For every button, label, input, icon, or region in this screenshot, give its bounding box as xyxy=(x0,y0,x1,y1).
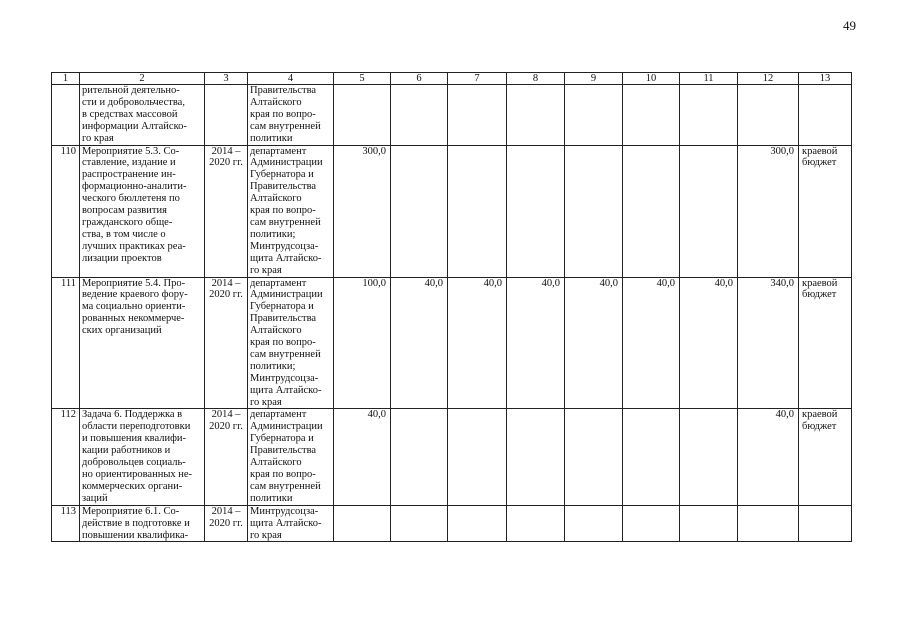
cell-line: го края xyxy=(250,396,282,408)
cell-line: края по вопро- xyxy=(250,337,316,349)
value-cell xyxy=(623,409,680,505)
activity-name-cell xyxy=(80,505,205,542)
value-cell xyxy=(448,505,507,542)
executor-cell xyxy=(248,145,334,277)
cell-line: Мероприятие 5.4. Про- xyxy=(82,277,186,289)
cell-line: 2020 гг. xyxy=(209,421,243,433)
page-number: 49 xyxy=(843,18,856,33)
cell-line: краевой xyxy=(802,277,838,289)
cell-line: повышении квалифика- xyxy=(82,529,189,541)
value-cell xyxy=(391,85,448,146)
cell-line: 2014 – xyxy=(211,277,241,289)
cell-line: Губернатора и xyxy=(250,169,314,181)
cell-line: Губернатора и xyxy=(250,301,314,313)
header-cell: 1 xyxy=(52,73,80,85)
cell-line: Администрации xyxy=(250,421,323,433)
header-cell: 13 xyxy=(799,73,852,85)
period-cell xyxy=(205,145,248,277)
cell-line: политики xyxy=(250,492,293,504)
activity-name-cell xyxy=(80,409,205,505)
cell-line: Алтайского xyxy=(250,96,302,108)
cell-line: 2020 гг. xyxy=(209,289,243,301)
cell-line: края по вопро- xyxy=(250,205,316,217)
cell-line: кации работников и xyxy=(82,445,171,457)
cell-line: края по вопро- xyxy=(250,108,316,120)
cell-line: бюджет xyxy=(802,157,837,169)
cell-line: сти и добровольчества, xyxy=(82,96,185,108)
executor-cell xyxy=(248,277,334,409)
cell-line: гражданского обще- xyxy=(82,216,173,228)
cell-line: ства, в том числе о xyxy=(82,228,166,240)
value-cell xyxy=(448,85,507,146)
value-cell: 300,0 xyxy=(334,145,391,277)
cell-line: департамент xyxy=(250,409,307,421)
value-cell xyxy=(623,505,680,542)
value-cell xyxy=(680,505,738,542)
value-cell xyxy=(680,409,738,505)
funding-source-cell xyxy=(799,85,852,146)
header-cell: 12 xyxy=(738,73,799,85)
cell-line: Губернатора и xyxy=(250,433,314,445)
value-cell: 340,0 xyxy=(738,277,799,409)
cell-line: департамент xyxy=(250,277,307,289)
cell-line: формационно-аналити- xyxy=(82,181,187,193)
value-cell xyxy=(448,409,507,505)
cell-line: ческого бюллетеня по xyxy=(82,193,180,205)
cell-line: распространение ин- xyxy=(82,169,176,181)
cell-line: Алтайского xyxy=(250,325,302,337)
value-cell xyxy=(334,505,391,542)
value-cell xyxy=(565,145,623,277)
header-cell: 8 xyxy=(507,73,565,85)
table-row xyxy=(52,85,852,146)
funding-source-cell xyxy=(799,505,852,542)
executor-cell xyxy=(248,505,334,542)
value-cell: 40,0 xyxy=(623,277,680,409)
value-cell xyxy=(738,85,799,146)
cell-line: го края xyxy=(250,529,282,541)
cell-line: краевой xyxy=(802,409,838,421)
cell-line: Задача 6. Поддержка в xyxy=(82,409,183,421)
header-cell: 2 xyxy=(80,73,205,85)
value-cell: 40,0 xyxy=(565,277,623,409)
value-cell xyxy=(680,85,738,146)
value-cell: 40,0 xyxy=(334,409,391,505)
cell-line: действие в подготовке и xyxy=(82,517,190,529)
cell-line: щита Алтайско- xyxy=(250,252,322,264)
value-cell xyxy=(623,145,680,277)
value-cell xyxy=(391,505,448,542)
cell-line: го края xyxy=(250,264,282,276)
cell-line: добровольцев социаль- xyxy=(82,457,186,469)
cell-line: бюджет xyxy=(802,421,837,433)
cell-line: Правительства xyxy=(250,445,317,457)
cell-line: щита Алтайско- xyxy=(250,384,322,396)
cell-line: заций xyxy=(82,492,108,504)
value-cell xyxy=(507,505,565,542)
cell-line: рованных некоммерче- xyxy=(82,313,185,325)
value-cell xyxy=(391,409,448,505)
value-cell xyxy=(391,145,448,277)
cell-line: краевой xyxy=(802,145,838,157)
cell-line: Минтрудсоцза- xyxy=(250,240,319,252)
header-cell: 3 xyxy=(205,73,248,85)
value-cell xyxy=(334,85,391,146)
cell-line: Мероприятие 6.1. Со- xyxy=(82,505,180,517)
cell-line: ма социально ориенти- xyxy=(82,301,186,313)
cell-line: сам внутренней xyxy=(250,120,321,132)
value-cell xyxy=(738,505,799,542)
cell-line: лучших практиках реа- xyxy=(82,240,186,252)
table-row xyxy=(52,277,852,409)
cell-line: Администрации xyxy=(250,289,323,301)
value-cell: 40,0 xyxy=(680,277,738,409)
period-cell xyxy=(205,505,248,542)
cell-line: го края xyxy=(82,132,114,144)
table-row xyxy=(52,505,852,542)
cell-line: но ориентированных не- xyxy=(82,469,193,480)
cell-line: вопросам развития xyxy=(82,205,167,217)
value-cell xyxy=(623,85,680,146)
cell-line: Правительства xyxy=(250,313,317,325)
header-cell: 6 xyxy=(391,73,448,85)
executor-cell xyxy=(248,409,334,505)
value-cell xyxy=(565,409,623,505)
row-number-cell: 111 xyxy=(52,277,80,409)
cell-line: политики xyxy=(250,132,293,144)
value-cell: 300,0 xyxy=(738,145,799,277)
header-cell: 11 xyxy=(680,73,738,85)
header-cell: 7 xyxy=(448,73,507,85)
cell-line: Минтрудсоцза- xyxy=(250,505,319,517)
cell-line: в средствах массовой xyxy=(82,108,178,120)
value-cell: 100,0 xyxy=(334,277,391,409)
value-cell xyxy=(448,145,507,277)
cell-line: коммерческих органи- xyxy=(82,480,183,492)
value-cell: 40,0 xyxy=(738,409,799,505)
value-cell xyxy=(507,145,565,277)
cell-line: Минтрудсоцза- xyxy=(250,372,319,384)
funding-source-cell xyxy=(799,277,852,409)
cell-line: бюджет xyxy=(802,289,837,301)
cell-line: 2014 – xyxy=(211,145,241,157)
cell-line: 2020 гг. xyxy=(209,157,243,169)
period-cell xyxy=(205,409,248,505)
cell-line: Правительства xyxy=(250,85,317,96)
cell-line: щита Алтайско- xyxy=(250,517,322,529)
executor-cell xyxy=(248,85,334,146)
header-cell: 4 xyxy=(248,73,334,85)
value-cell xyxy=(507,409,565,505)
period-cell xyxy=(205,85,248,146)
cell-line: сам внутренней xyxy=(250,348,321,360)
cell-line: информации Алтайско- xyxy=(82,120,187,132)
cell-line: Правительства xyxy=(250,181,317,193)
cell-line: ставление, издание и xyxy=(82,157,176,169)
table-row xyxy=(52,145,852,277)
cell-line: области переподготовки xyxy=(82,421,191,433)
cell-line: 2014 – xyxy=(211,409,241,421)
cell-line: Алтайского xyxy=(250,457,302,469)
cell-line: ских организаций xyxy=(82,325,162,337)
value-cell: 40,0 xyxy=(507,277,565,409)
table-row xyxy=(52,409,852,505)
cell-line: ведение краевого фору- xyxy=(82,289,188,301)
value-cell xyxy=(565,505,623,542)
funding-source-cell xyxy=(799,409,852,505)
row-number-cell: 113 xyxy=(52,505,80,542)
cell-line: департамент xyxy=(250,145,307,157)
value-cell: 40,0 xyxy=(448,277,507,409)
cell-line: рительной деятельно- xyxy=(82,85,180,96)
cell-line: 2020 гг. xyxy=(209,517,243,529)
cell-line: сам внутренней xyxy=(250,216,321,228)
header-cell: 10 xyxy=(623,73,680,85)
cell-line: сам внутренней xyxy=(250,480,321,492)
cell-line: политики; xyxy=(250,360,296,372)
value-cell xyxy=(565,85,623,146)
header-cell: 9 xyxy=(565,73,623,85)
activity-name-cell xyxy=(80,145,205,277)
cell-line: и повышения квалифи- xyxy=(82,433,187,445)
cell-line: Мероприятие 5.3. Со- xyxy=(82,145,180,157)
cell-line: 2014 – xyxy=(211,505,241,517)
funding-source-cell xyxy=(799,145,852,277)
cell-line: Алтайского xyxy=(250,193,302,205)
budget-table xyxy=(51,72,852,542)
period-cell xyxy=(205,277,248,409)
cell-line: лизации проектов xyxy=(82,252,162,264)
cell-line: политики; xyxy=(250,228,296,240)
activity-name-cell xyxy=(80,277,205,409)
cell-line: Администрации xyxy=(250,157,323,169)
value-cell: 40,0 xyxy=(391,277,448,409)
row-number-cell: 110 xyxy=(52,145,80,277)
header-row xyxy=(52,73,852,85)
value-cell xyxy=(507,85,565,146)
activity-name-cell xyxy=(80,85,205,146)
row-number-cell xyxy=(52,85,80,146)
value-cell xyxy=(680,145,738,277)
row-number-cell: 112 xyxy=(52,409,80,505)
header-cell: 5 xyxy=(334,73,391,85)
cell-line: края по вопро- xyxy=(250,469,316,480)
